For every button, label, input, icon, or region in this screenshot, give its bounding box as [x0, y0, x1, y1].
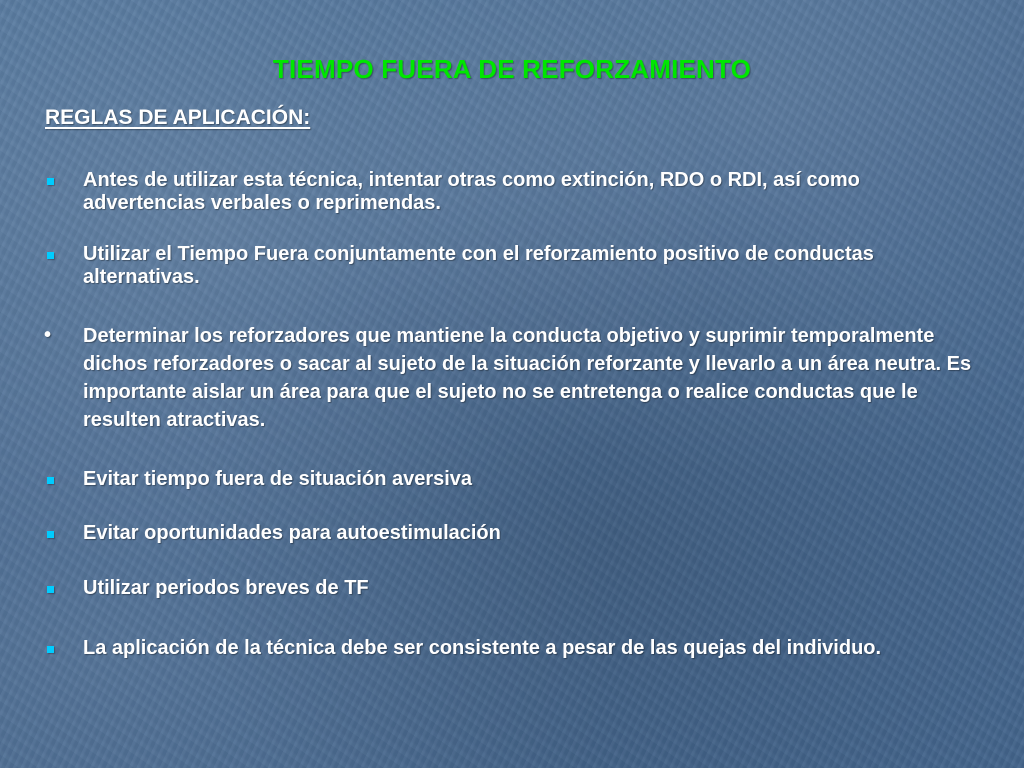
- list-item-text: Antes de utilizar esta técnica, intentar otras como extinción, RDO o RDI, así como advertencias verbales o reprimendas.: [83, 169, 860, 214]
- square-bullet-icon: [47, 531, 54, 538]
- square-bullet-icon: [47, 586, 54, 593]
- list-item-text: La aplicación de la técnica debe ser consistente a pesar de las quejas del individuo.: [83, 637, 882, 659]
- list-item-text: Determinar los reforzadores que mantiene la conducta objetivo y suprimir temporalmente dichos reforzadores o sacar al sujeto de la situación reforzante y llevarlo a un área neutra. Es importante aislar un área para que el sujeto no se entretenga o realice conductas que le resulten atractivas.: [83, 325, 972, 431]
- square-bullet-icon: [47, 178, 54, 185]
- list-item-text: Evitar tiempo fuera de situación aversiva: [83, 468, 473, 490]
- square-bullet-icon: [47, 477, 54, 484]
- slide-subtitle: REGLAS DE APLICACIÓN:: [45, 106, 311, 129]
- square-bullet-icon: [47, 252, 54, 259]
- dot-bullet-icon: •: [44, 324, 52, 346]
- list-item-text: Utilizar periodos breves de TF: [83, 577, 369, 599]
- square-bullet-icon: [47, 646, 54, 653]
- list-item-text: Utilizar el Tiempo Fuera conjuntamente con el reforzamiento positivo de conductas alternativas.: [83, 243, 874, 288]
- slide-title: TIEMPO FUERA DE REFORZAMIENTO: [272, 54, 752, 84]
- list-item-text: Evitar oportunidades para autoestimulación: [83, 522, 501, 544]
